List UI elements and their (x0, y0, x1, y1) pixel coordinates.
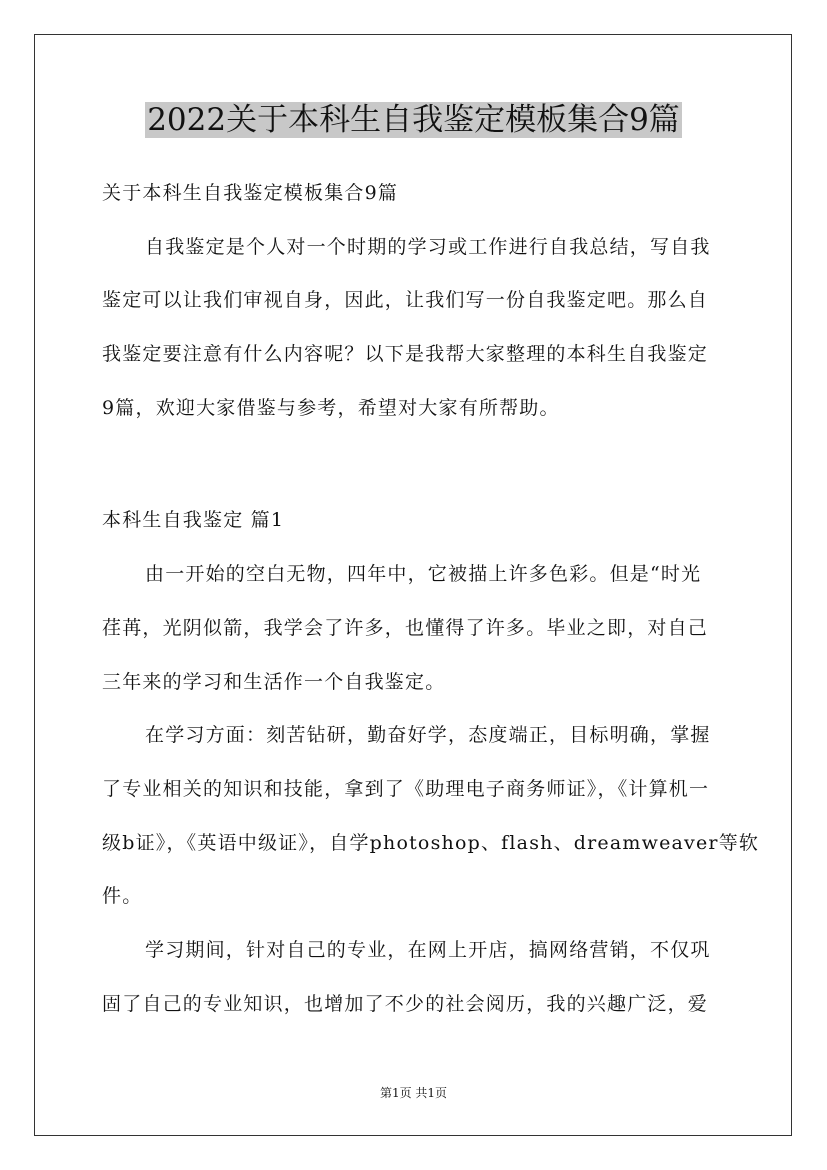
para1-line-3: 三年来的学习和生活作一个自我鉴定。 (102, 671, 446, 693)
para3-line-2: 固了自己的专业知识，也增加了不少的社会阅历，我的兴趣广泛，爱 (102, 993, 709, 1015)
document-title-text: 2022关于本科生自我鉴定模板集合9篇 (147, 102, 680, 138)
intro-line-1: 自我鉴定是个人对一个时期的学习或工作进行自我总结，写自我 (145, 236, 711, 258)
para1-line-1: 由一开始的空白无物，四年中，它被描上许多色彩。但是“时光 (145, 563, 702, 585)
para3-line-1: 学习期间，针对自己的专业，在网上开店，搞网络营销，不仅巩 (145, 939, 711, 961)
para2-line-4: 件。 (102, 885, 143, 907)
intro-line-4: 9篇，欢迎大家借鉴与参考，希望对大家有所帮助。 (102, 397, 560, 419)
para2-line-3: 级b证》，《英语中级证》，自学photoshop、flash、dreamweaver等软 (102, 832, 760, 854)
intro-line-3: 我鉴定要注意有什么内容呢？以下是我帮大家整理的本科生自我鉴定 (102, 343, 709, 365)
para1-line-2: 荏苒，光阴似箭，我学会了许多，也懂得了许多。毕业之即，对自己 (102, 617, 709, 639)
page-footer: 第1页 共1页 (379, 1086, 448, 1100)
document-subtitle: 关于本科生自我鉴定模板集合9篇 (102, 182, 399, 204)
section-heading: 本科生自我鉴定 篇1 (102, 509, 285, 531)
intro-line-2: 鉴定可以让我们审视自身，因此，让我们写一份自我鉴定吧。那么自 (102, 289, 709, 311)
para2-line-1: 在学习方面：刻苦钻研，勤奋好学，态度端正，目标明确，掌握 (145, 724, 711, 746)
document-title (0, 98, 827, 142)
para2-line-2: 了专业相关的知识和技能，拿到了《助理电子商务师证》，《计算机一 (102, 778, 710, 800)
